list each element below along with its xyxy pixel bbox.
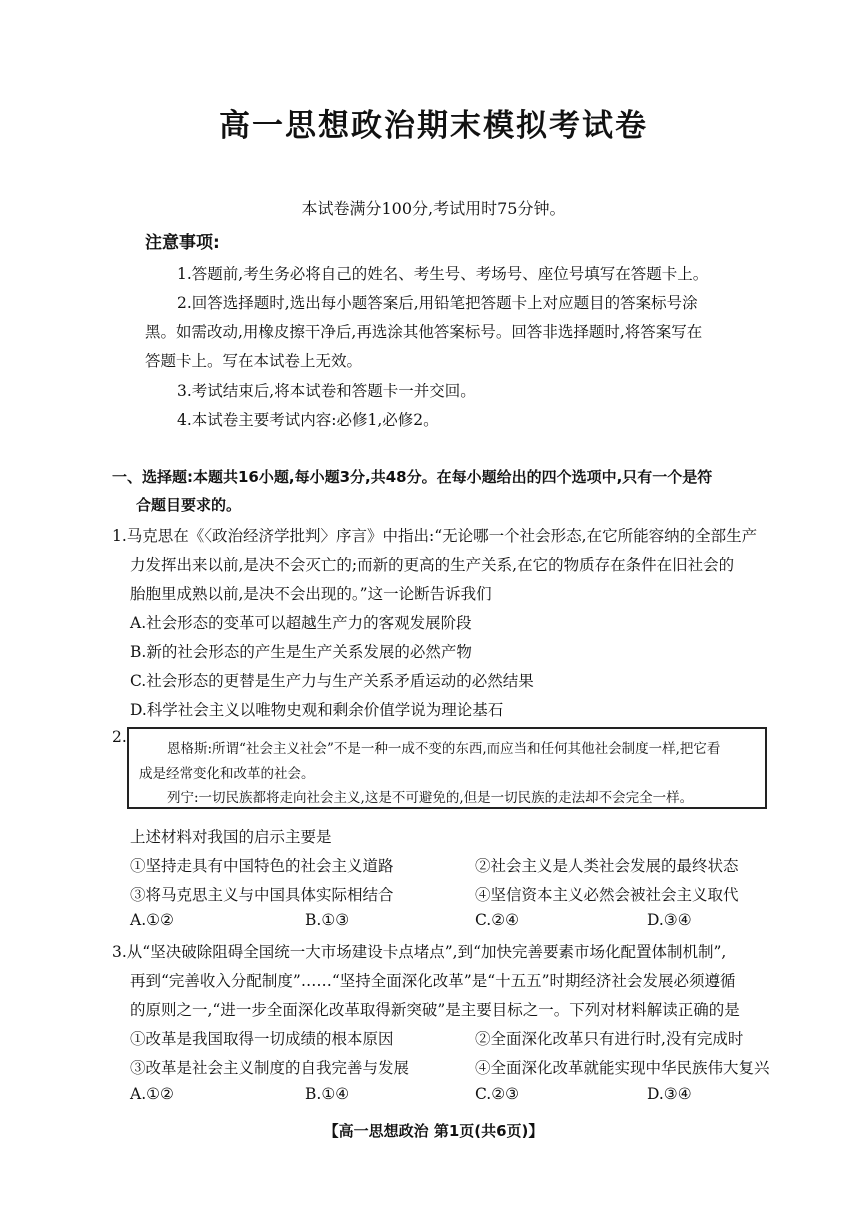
- q2-item: ①坚持走具有中国特色的社会主义道路: [130, 857, 394, 875]
- q1-stem: 力发挥出来以前,是决不会灭亡的;而新的更高的生产关系,在它的物质存在条件在旧社会的: [130, 556, 735, 574]
- q1-option-d: D.科学社会主义以唯物史观和剩余价值学说为理论基石: [130, 701, 504, 719]
- q1-stem: 1.马克思在《〈政治经济学批判〉序言》中指出:“无论哪一个社会形态,在它所能容纳的全部生产: [112, 527, 758, 545]
- q3-option-b: B.①④: [305, 1085, 350, 1103]
- q3-item: ③改革是社会主义制度的自我完善与发展: [130, 1059, 410, 1077]
- q3-option-c: C.②③: [475, 1085, 520, 1103]
- q2-item: ③将马克思主义与中国具体实际相结合: [130, 886, 394, 904]
- q2-material-line: 列宁:一切民族都将走向社会主义,这是不可避免的,但是一切民族的走法却不会完全一样。: [167, 790, 694, 806]
- q2-material-line: 恩格斯:所谓“社会主义社会”不是一种一成不变的东西,而应当和任何其他社会制度一样,把它看: [167, 741, 721, 757]
- q3-item: ④全面深化改革就能实现中华民族伟大复兴: [475, 1059, 770, 1077]
- q2-material-line: 成是经常变化和改革的社会。: [139, 766, 315, 782]
- notice-item: 4.本试卷主要考试内容:必修1,必修2。: [177, 411, 439, 429]
- notice-item: 3.考试结束后,将本试卷和答题卡一并交回。: [177, 382, 476, 400]
- q2-option-b: B.①③: [305, 911, 350, 929]
- q1-option-a: A.社会形态的变革可以超越生产力的客观发展阶段: [130, 614, 472, 632]
- q2-stem: 上述材料对我国的启示主要是: [130, 828, 332, 846]
- q3-stem: 的原则之一,“进一步全面深化改革取得新突破”是主要目标之一。下列对材料解读正确的是: [130, 1001, 740, 1019]
- q2-option-d: D.③④: [647, 911, 692, 929]
- exam-info: 本试卷满分100分,考试用时75分钟。: [301, 199, 566, 218]
- q1-option-c: C.社会形态的更替是生产力与生产关系矛盾运动的必然结果: [130, 672, 534, 690]
- notice-item: 答题卡上。写在本试卷上无效。: [145, 352, 363, 370]
- q3-item: ②全面深化改革只有进行时,没有完成时: [475, 1030, 744, 1048]
- q1-option-b: B.新的社会形态的产生是生产关系发展的必然产物: [130, 643, 472, 661]
- notice-item: 黑。如需改动,用橡皮擦干净后,再选涂其他答案标号。回答非选择题时,将答案写在: [145, 323, 703, 341]
- q2-option-c: C.②④: [475, 911, 520, 929]
- q2-material-box: [127, 727, 767, 809]
- q3-stem: 再到“完善收入分配制度”……“坚持全面深化改革”是“十五五”时期经济社会发展必须遵循: [130, 972, 736, 990]
- section-heading-cont: 合题目要求的。: [136, 496, 242, 514]
- notice-item: 1.答题前,考生务必将自己的姓名、考生号、考场号、座位号填写在答题卡上。: [177, 265, 709, 283]
- q2-option-a: A.①②: [130, 911, 174, 929]
- q2-item: ②社会主义是人类社会发展的最终状态: [475, 857, 739, 875]
- q1-stem: 胎胞里成熟以前,是决不会出现的。”这一论断告诉我们: [130, 585, 492, 603]
- section-heading: 一、选择题:本题共16小题,每小题3分,共48分。在每小题给出的四个选项中,只有一个是符: [112, 468, 713, 486]
- q3-stem: 3.从“坚决破除阻碍全国统一大市场建设卡点堵点”,到“加快完善要素市场化配置体制机制”,: [112, 943, 727, 961]
- q3-option-d: D.③④: [647, 1085, 692, 1103]
- q3-item: ①改革是我国取得一切成绩的根本原因: [130, 1030, 394, 1048]
- q2-item: ④坚信资本主义必然会被社会主义取代: [475, 886, 739, 904]
- q3-option-a: A.①②: [130, 1085, 174, 1103]
- notice-heading: 注意事项:: [145, 233, 220, 253]
- page-title: 高一思想政治期末模拟考试卷: [219, 108, 648, 144]
- page-footer: 【高一思想政治 第1页(共6页)】: [323, 1122, 544, 1140]
- notice-item: 2.回答选择题时,选出每小题答案后,用铅笔把答题卡上对应题目的答案标号涂: [177, 294, 698, 312]
- q2-number: 2.: [112, 728, 127, 746]
